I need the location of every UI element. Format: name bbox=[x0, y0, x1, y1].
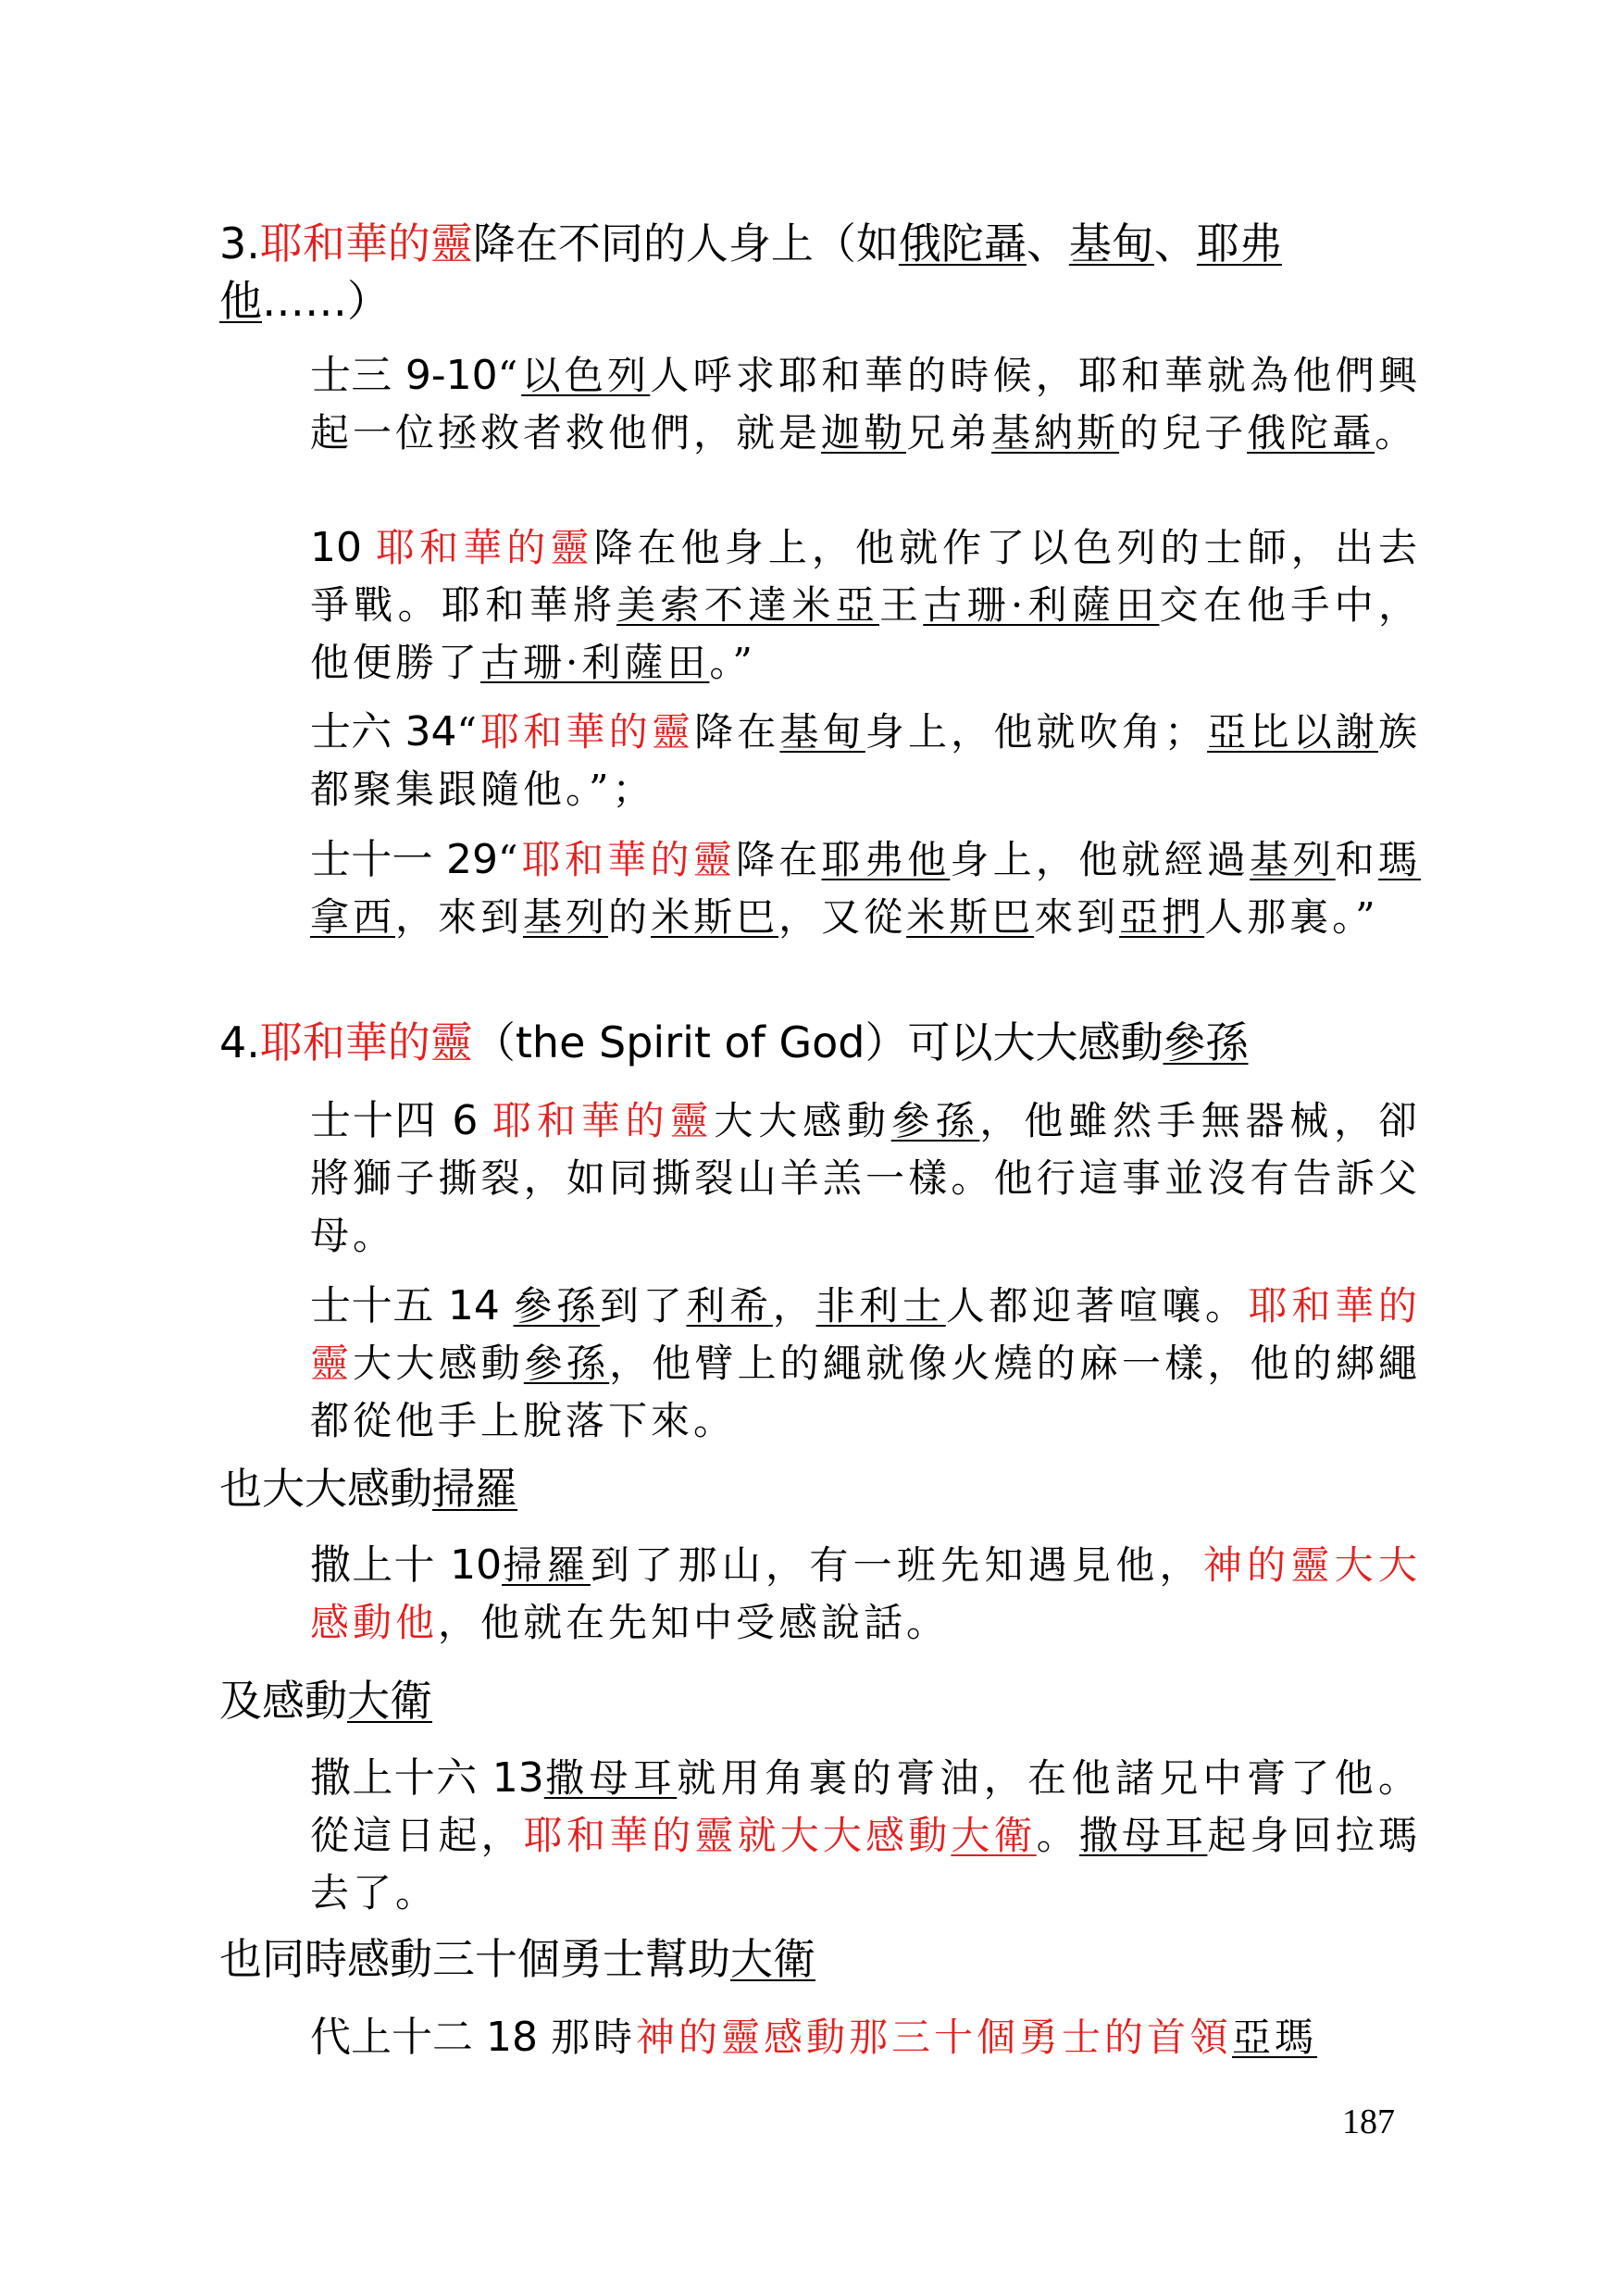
spirit-phrase: 耶和華的靈 bbox=[259, 218, 473, 268]
heading-4: 4.耶和華的靈（the Spirit of God）可以大大感動參孫 bbox=[219, 1017, 1249, 1067]
page-number: 187 bbox=[1342, 2103, 1395, 2141]
heading-number: 4. bbox=[219, 1017, 260, 1067]
verse-reference: 士十一 29 bbox=[310, 836, 499, 883]
verse-1-samuel-16-13: 撒上十六 13撒母耳就用角裏的膏油，在他諸兄中膏了他。從這日起，耶和華的靈就大大感動大衛。撒母耳起身回拉瑪去了。 bbox=[310, 1754, 1421, 1915]
heading-thirty-mighty-men: 也同時感動三十個勇士幫助大衛 bbox=[219, 1934, 815, 1984]
name-othniel: 俄陀聶 bbox=[898, 218, 1027, 268]
verse-1-chronicles-12-18: 代上十二 18 那時神的靈感動那三十個勇士的首領亞瑪 bbox=[310, 2014, 1318, 2061]
verse-reference: 士十四 6 bbox=[310, 1097, 493, 1144]
heading-number: 3. bbox=[219, 218, 260, 268]
verse-reference: 代上十二 18 bbox=[310, 2014, 551, 2061]
verse-judges-14-6: 士十四 6 耶和華的靈大大感動參孫，他雖然手無器械，卻將獅子撕裂，如同撕裂山羊羔一樣。他行這事並沒有告訴父母。 bbox=[310, 1097, 1421, 1258]
verse-1-samuel-10-10: 撒上十 10掃羅到了那山，有一班先知遇見他，神的靈大大感動他，他就在先知中受感說話。 bbox=[310, 1541, 1421, 1645]
heading-david: 及感動大衛 bbox=[219, 1676, 432, 1726]
verse-judges-6-34: 士六 34“耶和華的靈降在基甸身上，他就吹角；亞比以謝族都聚集跟隨他。”； bbox=[310, 708, 1421, 812]
verse-reference: 士十五 14 bbox=[310, 1282, 514, 1329]
verse-number: 10 bbox=[310, 524, 377, 571]
verse-reference: 士三 9-10 bbox=[310, 352, 498, 399]
verse-judges-3-9: 士三 9-10“以色列人呼求耶和華的時候，耶和華就為他們興起一位拯救者救他們，就是迦勒兄弟基納斯的兒子俄陀聶。 bbox=[310, 352, 1421, 455]
heading-saul: 也大大感動掃羅 bbox=[219, 1464, 517, 1514]
heading-3: 3.耶和華的靈降在不同的人身上（如俄陀聶、基甸、耶弗他……） bbox=[219, 218, 1282, 326]
verse-reference: 撒上十 10 bbox=[310, 1541, 503, 1589]
name-gideon: 基甸 bbox=[1068, 218, 1154, 268]
verse-judges-15-14: 士十五 14 參孫到了利希，非利士人都迎著喧嚷。耶和華的靈大大感動參孫，他臂上的繩就像火燒的麻一樣，他的綁繩都從他手上脫落下來。 bbox=[310, 1282, 1421, 1443]
verse-judges-11-29: 士十一 29“耶和華的靈降在耶弗他身上，他就經過基列和瑪拿西，來到基列的米斯巴，又從米斯巴來到亞捫人那裏。” bbox=[310, 836, 1421, 940]
verse-reference: 撒上十六 13 bbox=[310, 1754, 544, 1802]
verse-reference: 士六 34 bbox=[310, 708, 457, 755]
verse-judges-3-10: 10 耶和華的靈降在他身上，他就作了以色列的士師，出去爭戰。耶和華將美索不達米亞王古珊·利薩田交在他手中，他便勝了古珊·利薩田。” bbox=[310, 524, 1421, 685]
name-jephthah: 耶弗他 bbox=[219, 218, 1282, 326]
